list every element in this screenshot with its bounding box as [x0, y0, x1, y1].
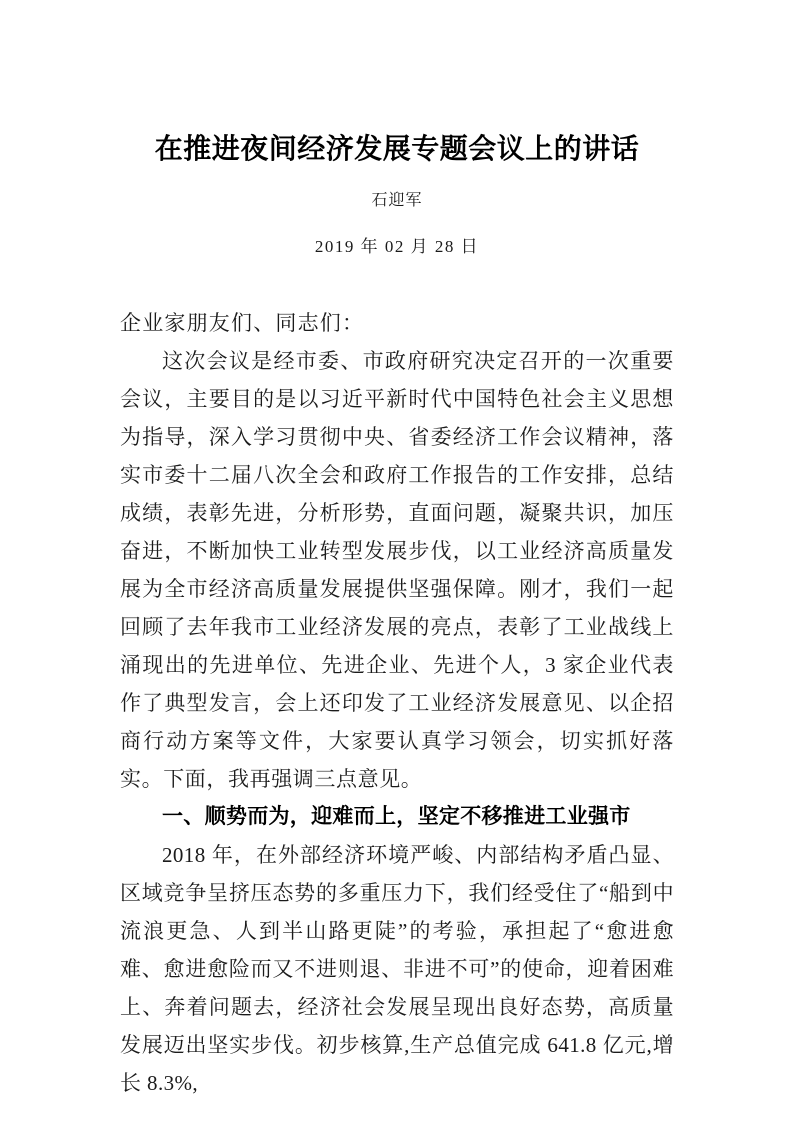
section-paragraph: 2018 年，在外部经济环境严峻、内部结构矛盾凸显、区域竞争呈挤压态势的多重压力下，我们经受住了“船到中流浪更急、人到半山路更陡”的考验，承担起了“愈进愈难、愈进愈险而又不进则退、非进不可”的使命，迎着困难上、奔着问题去，经济社会发展呈现出良好态势，高质量发展迈出坚实步伐。初步核算,生产总值完成 641.8 亿元,增长 8.3%, — [120, 843, 674, 1095]
section-heading-one: 一、顺势而为，迎难而上，坚定不移推进工业强市 — [162, 805, 631, 828]
document-date: 2019 年 02 月 28 日 — [314, 237, 480, 256]
page-title: 在推进夜间经济发展专题会议上的讲话 — [154, 134, 640, 165]
body-paragraph: 这次会议是经市委、市政府研究决定召开的一次重要会议，主要目的是以习近平新时代中国特色社会主义思想为指导，深入学习贯彻中央、省委经济工作会议精神，落实市委十二届八次全会和政府工作报告的工作安排，总结成绩，表彰先进，分析形势，直面问题，凝聚共识，加压奋进，不断加快工业转型发展步伐，以工业经济高质量发展为全市经济高质量发展提供坚强保障。刚才，我们一起回顾了去年我市工业经济发展的亮点，表彰了工业战线上涌现出的先进单位、先进企业、先进个人，3 家企业代表作了典型发言，会上还印发了工业经济发展意见、以企招商行动方案等文件，大家要认真学习领会，切实抓好落实。下面，我再强调三点意见。 — [120, 349, 674, 791]
salutation-line: 企业家朋友们、同志们： — [120, 311, 365, 335]
document-author: 石迎军 — [371, 192, 423, 209]
document-content — [120, 0, 674, 1102]
document-body — [120, 258, 674, 1102]
